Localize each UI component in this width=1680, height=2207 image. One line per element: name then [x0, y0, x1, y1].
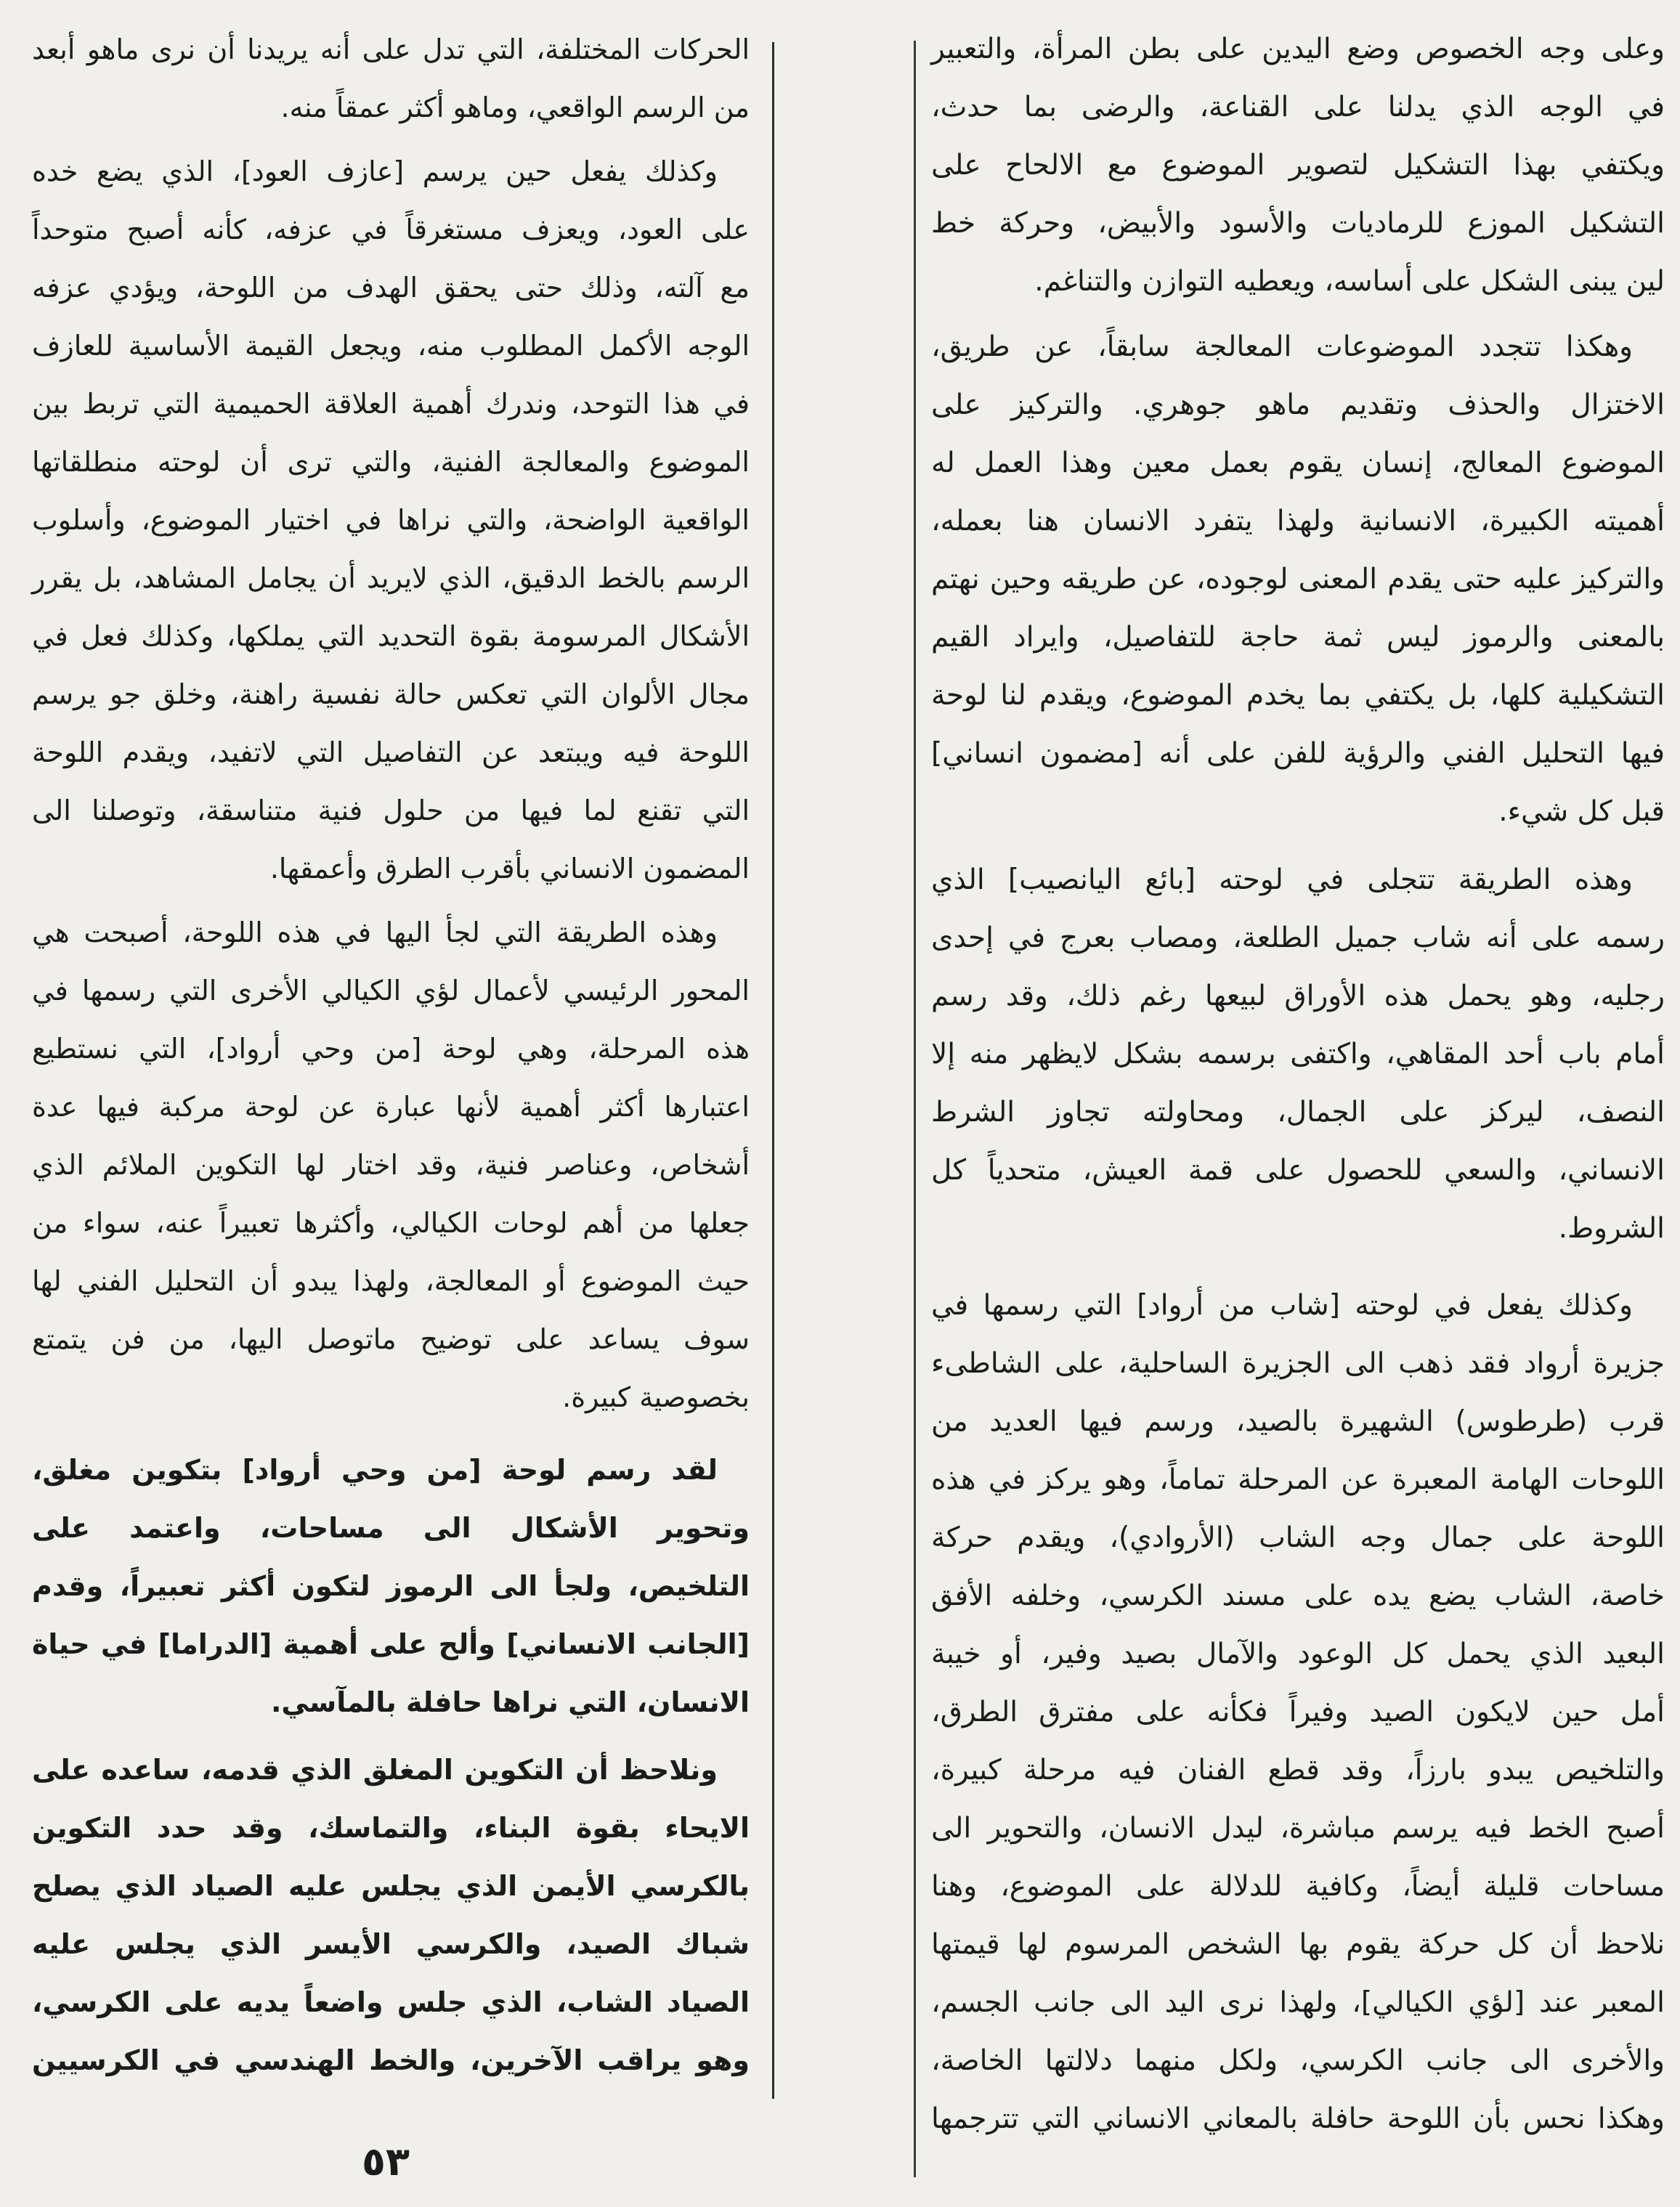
text-line: الصياد الشاب، الذي جلس واضعاً يديه على الكرسي، — [32, 1986, 750, 2018]
text-line: وكذلك يفعل في لوحته [شاب من أرواد] التي رسمها في — [931, 1289, 1633, 1322]
text-line: أمل حين لايكون الصيد وفيراً فكأنه على مفترق الطرق، — [931, 1696, 1665, 1728]
paragraph — [931, 318, 1665, 841]
text-line: من الرسم الواقعي، وماهو أكثر عمقاً منه. — [280, 92, 750, 123]
text-line: فيها التحليل الفني والرؤية للفن على أنه [مضمون انساني] — [931, 737, 1665, 770]
text-line: رجليه، وهو يحمل هذه الأوراق لبيعها رغم ذلك، وقد رسم — [931, 980, 1665, 1012]
gutter-rule — [914, 41, 916, 2177]
text-line: حيث الموضوع أو المعالجة، ولهذا يبدو أن التحليل الفني لها — [32, 1265, 750, 1297]
text-line: الايحاء بقوة البناء، والتماسك، وقد حدد التكوين — [32, 1812, 750, 1844]
paragraph — [931, 851, 1665, 1258]
text-line: ويكتفي بهذا التشكيل لتصوير الموضوع مع الالحاح على — [931, 149, 1665, 182]
left-column — [32, 20, 750, 2089]
text-line: المعبر عند [لؤي الكيالي]، ولهذا نرى اليد الى جانب الجسم، — [931, 1986, 1665, 2019]
text-line: الرسم بالخط الدقيق، الذي لايريد أن يجامل المشاهد، بل يقرر — [32, 562, 750, 594]
text-line: اللوحة على جمال وجه الشاب (الأروادي)، ويقدم حركة — [931, 1521, 1665, 1554]
text-line: أصبح الخط فيه يرسم مباشرة، ليدل الانسان، والتحوير الى — [931, 1812, 1665, 1845]
text-line: وهذه الطريقة تتجلى في لوحته [بائع اليانصيب] الذي — [931, 863, 1633, 896]
text-line: النصف، ليركز على الجمال، ومحاولته تجاوز الشرط — [931, 1096, 1665, 1129]
bold-paragraph — [32, 1741, 750, 2089]
text-line: اعتبارها أكثر أهمية لأنها عبارة عن لوحة مركبة فيها عدة — [32, 1091, 750, 1123]
text-line: الاختزال والحذف وتقديم ماهو جوهري. والتركيز على — [931, 389, 1665, 421]
text-line: وكذلك يفعل حين يرسم [عازف العود]، الذي يضع خده — [32, 155, 718, 187]
text-line: المضمون الانساني بأقرب الطرق وأعمقها. — [269, 853, 750, 885]
text-line: بالكرسي الأيمن الذي يجلس عليه الصياد الذي يصلح — [32, 1870, 750, 1902]
text-line: والتلخيص يبدو بارزاً، وقد قطع الفنان فيه مرحلة كبيرة، — [931, 1754, 1665, 1787]
text-line: البعيد الذي يحمل كل الوعود والآمال بصيد وفير، أو خيبة — [931, 1638, 1665, 1670]
text-line: لين يبنى الشكل على أساسه، ويعطيه التوازن والتناغم. — [1034, 265, 1665, 298]
paragraph — [931, 20, 1665, 311]
paragraph — [32, 20, 750, 137]
text-line: الحركات المختلفة، التي تدل على أنه يريدنا أن نرى ماهو أبعد — [32, 33, 750, 65]
paragraph — [32, 142, 750, 898]
text-line: [الجانب الانساني] وألح على أهمية [الدراما] في حياة — [32, 1628, 750, 1660]
text-line: الوجه الأكمل المطلوب منه، ويجعل القيمة الأساسية للعازف — [32, 330, 750, 362]
text-line: والأخرى الى جانب الكرسي، ولكل منهما دلالتها الخاصة، — [931, 2044, 1665, 2077]
text-line: وهذه الطريقة التي لجأ اليها في هذه اللوحة، أصبحت هي — [32, 916, 718, 948]
text-line: وتحوير الأشكال الى مساحات، واعتمد على — [32, 1512, 750, 1544]
text-line: قبل كل شيء. — [1498, 795, 1665, 828]
text-line: الانساني، والسعي للحصول على قمة العيش، متحدياً كل — [931, 1154, 1665, 1187]
text-line: والتركيز عليه حتى يقدم المعنى لوجوده، عن طريقه وحين نهتم — [931, 563, 1665, 596]
text-line: التي تقنع لما فيها من حلول فنية متناسقة، وتوصلنا الى — [32, 794, 750, 826]
text-line: أهميته الكبيرة، الانسانية ولهذا يتفرد الانسان هنا بعمله، — [931, 505, 1665, 537]
text-line: اللوحات الهامة المعبرة عن المرحلة تماماً، وهو يركز في هذه — [931, 1463, 1665, 1496]
text-line: خاصة، الشاب يضع يده على مسند الكرسي، وخلفه الأفق — [931, 1580, 1665, 1612]
text-line: على العود، ويعزف مستغرقاً في عزفه، كأنه أصبح متوحداً — [32, 214, 750, 245]
paragraph — [32, 903, 750, 1426]
text-line: بخصوصية كبيرة. — [562, 1381, 750, 1413]
text-line: رسمه على أنه شاب جميل الطلعة، ومصاب بعرج في إحدى — [931, 922, 1665, 954]
right-column — [931, 20, 1665, 2148]
text-line: الانسان، التي نراها حافلة بالمآسي. — [270, 1686, 750, 1718]
text-line: الموضوع والمعالجة الفنية، والتي ترى أن لوحته منطلقاتها — [32, 446, 750, 478]
text-line: أمام باب أحد المقاهي، واكتفى برسمه بشكل لايظهر منه إلا — [931, 1038, 1665, 1070]
text-line: جعلها من أهم لوحات الكيالي، وأكثرها تعبيراً عنه، سواء من — [32, 1207, 750, 1239]
paragraph — [931, 1277, 1665, 2148]
text-line: هذه المرحلة، وهي لوحة [من وحي أرواد]، التي نستطيع — [32, 1033, 750, 1065]
text-line: نلاحظ أن كل حركة يقوم بها الشخص المرسوم لها قيمتها — [931, 1928, 1665, 1961]
text-line: التشكيل الموزع للرماديات والأسود والأبيض، وحركة خط — [931, 207, 1665, 240]
text-line: وهكذا نحس بأن اللوحة حافلة بالمعاني الانساني التي تترجمها — [931, 2102, 1665, 2135]
text-line: التشكيلية كلها، بل يكتفي بما يخدم الموضوع، ويقدم لنا لوحة — [931, 679, 1665, 712]
text-line: التلخيص، ولجأ الى الرموز لتكون أكثر تعبيراً، وقدم — [32, 1570, 750, 1602]
text-line: وهكذا تتجدد الموضوعات المعالجة سابقاً، عن طريق، — [931, 330, 1633, 363]
bold-paragraph — [32, 1441, 750, 1731]
text-line: الأشكال المرسومة بقوة التحديد التي يملكها، وكذلك فعل في — [32, 620, 750, 652]
text-line: جزيرة أرواد فقد ذهب الى الجزيرة الساحلية، على الشاطىء — [931, 1347, 1665, 1380]
text-line: سوف يساعد على توضيح ماتوصل اليها، من فن يتمتع — [32, 1323, 750, 1355]
page-number: ٥٣ — [362, 2139, 410, 2184]
text-line: ونلاحظ أن التكوين المغلق الذي قدمه، ساعده على — [32, 1754, 718, 1786]
text-line: الموضوع المعالج، إنسان يقوم بعمل معين وهذا العمل له — [931, 447, 1665, 479]
text-line: اللوحة فيه ويبتعد عن التفاصيل التي لاتفيد، ويقدم اللوحة — [32, 736, 750, 768]
text-line: في هذا التوحد، وندرك أهمية العلاقة الحميمية التي تربط بين — [32, 388, 750, 420]
text-line: مجال الألوان التي تعكس حالة نفسية راهنة، وخلق جو يرسم — [32, 678, 750, 710]
text-line: المحور الرئيسي لأعمال لؤي الكيالي الأخرى التي رسمها في — [32, 975, 750, 1007]
text-line: مساحات قليلة أيضاً، وكافية للدلالة على الموضوع، وهنا — [931, 1870, 1665, 1903]
text-line: أشخاص، وعناصر فنية، وقد اختار لها التكوين الملائم الذي — [32, 1149, 750, 1181]
text-line: مع آلته، وذلك حتى يحقق الهدف من اللوحة، ويؤدي عزفه — [32, 272, 750, 304]
text-line: في الوجه الذي يدلنا على القناعة، والرضى بما حدث، — [931, 91, 1665, 123]
column-divider — [772, 42, 774, 2099]
text-line: الشروط. — [1558, 1212, 1665, 1245]
text-line: شباك الصيد، والكرسي الأيسر الذي يجلس عليه — [32, 1928, 750, 1960]
text-line: لقد رسم لوحة [من وحي أرواد] بتكوين مغلق، — [32, 1454, 718, 1486]
text-line: وهو يراقب الآخرين، والخط الهندسي في الكرسيين — [32, 2044, 750, 2076]
text-line: قرب (طرطوس) الشهيرة بالصيد، ورسم فيها العديد من — [931, 1405, 1665, 1438]
text-line: وعلى وجه الخصوص وضع اليدين على بطن المرأة، والتعبير — [931, 33, 1665, 65]
text-line: بالمعنى والرموز ليس ثمة حاجة للتفاصيل، وايراد القيم — [931, 621, 1665, 654]
text-line: الواقعية الواضحة، والتي نراها في اختيار الموضوع، وأسلوب — [32, 504, 750, 536]
